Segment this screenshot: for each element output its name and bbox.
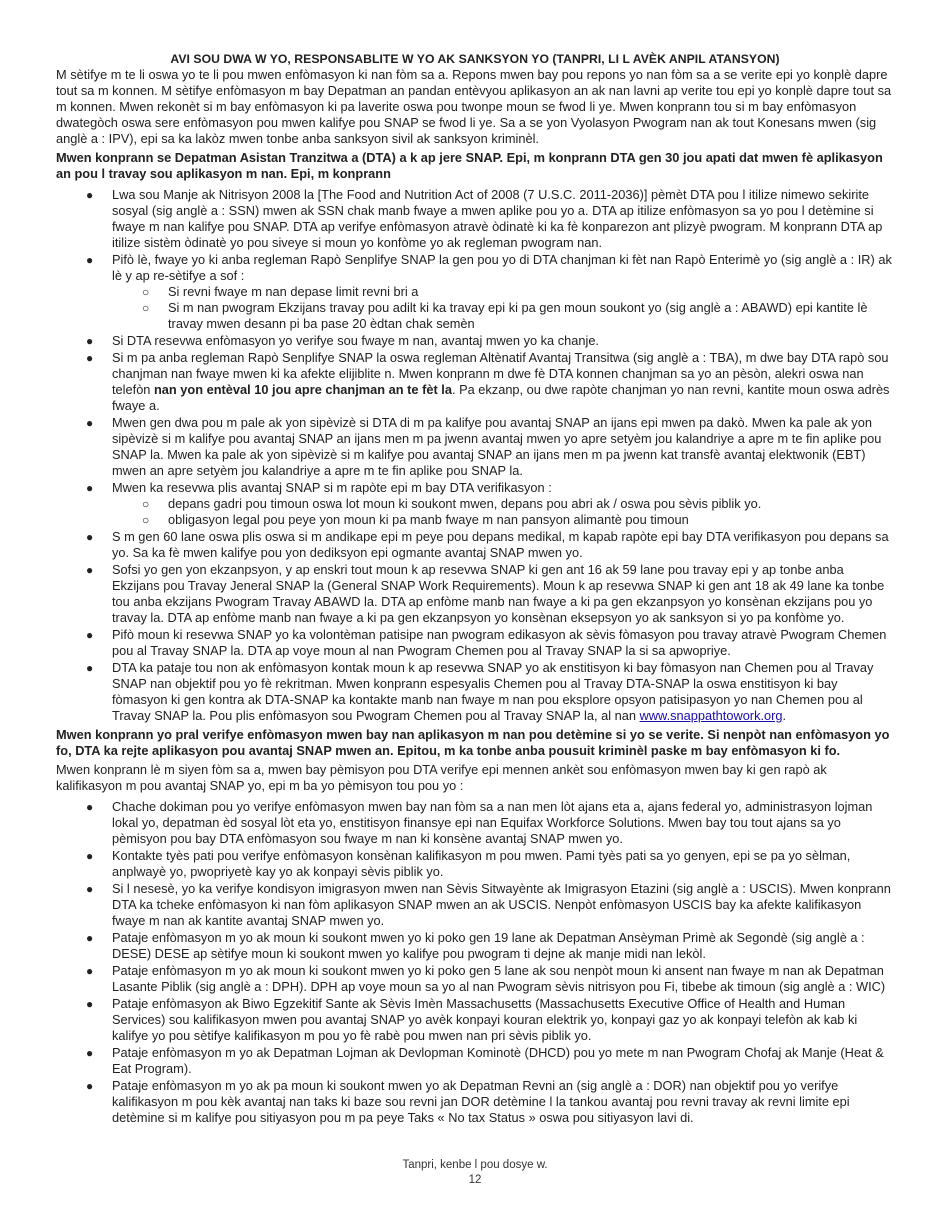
bullet-icon: ● bbox=[86, 351, 94, 365]
list-item: ● Sofsi yo gen yon ekzanpsyon, y ap enskri tout moun k ap resevwa SNAP ki gen ant 16 ak 59 lane pou travay epi y ap tonbe anba Ekzijans pou Travay Jeneral SNAP la (General SNAP Work Requirements). Moun k ap resevwa SNAP ki gen ant 18 ak 49 lane ka tonbe tou anba ekzijans Pwogram Travay ABAWD la. DTA ap enfòme manb nan fwaye a ki pa gen ekzanpsyon yo konsènan ekzijans pou yo travay la. DTA ap enfòme manb nan fwaye a ki pa gen ekzanpsyon yo konsènan eksepsyon yo ak sanksyon si yo pa konfòme yo. bbox=[86, 562, 885, 625]
bullet-icon: ● bbox=[86, 334, 94, 348]
list-item: ● Pataje enfòmasyon ak Biwo Egzekitif Sante ak Sèvis Imèn Massachusetts (Massachusetts Executive Office of Health and Human Services) sou kalifikasyon mwen pou avantaj SNAP yo avèk konpayi kouran elektrik yo, konpayi gaz yo ak konpayi telefòn ak kab ki kalifye yo pou sètifye kalifikasyon m pou yo fè rabè pou mwen nan pri sèvis piblik yo. bbox=[86, 996, 858, 1043]
bullet-icon: ● bbox=[86, 188, 94, 202]
section2-list bbox=[56, 799, 894, 1126]
sublist-item: ○ obligasyon legal pou peye yon moun ki pa manb fwaye m nan pansyon alimantè pou timoun bbox=[142, 512, 689, 527]
section1-list bbox=[56, 187, 894, 724]
list-item: ● Kontakte tyès pati pou verifye enfòmasyon konsènan kalifikasyon m pou mwen. Pami tyès pati sa yo genyen, epi se pa yo sèlman, anplwayè yo, pwopriyetè kay yo ak konpayi sèvis piblik yo. bbox=[86, 848, 851, 879]
sublist-item: ○ Si revni fwaye m nan depase limit revni bri a bbox=[142, 284, 419, 299]
list-item: ● Si m pa anba regleman Rapò Senplifye SNAP la oswa regleman Altènatif Avantaj Transitwa (sig anglè a : TBA), m dwe bay DTA rapò sou chanjman nan fwaye mwen ki ka afekte elijiblite n. Mwen konprann m dwe fè DTA konnen chanjman sa yo an pèsòn, alekri oswa nan telefòn nan yon entèval 10 jou apre chanjman an te fèt la. Pa ekzanp, ou dwe rapòte chanjman yo nan revni, kantite moun oswa adrès fwaye a. bbox=[86, 350, 890, 413]
list-item: ● Si DTA resevwa enfòmasyon yo verifye sou fwaye m nan, avantaj mwen yo ka chanje. bbox=[86, 333, 599, 348]
section1-lead: Mwen konprann se Depatman Asistan Tranzitwa a (DTA) a k ap jere SNAP. Epi, m konprann DTA gen 30 jou apati dat mwen fè aplikasyon an pou l travay sou aplikasyon m nan. Epi, m konprann bbox=[56, 150, 883, 181]
list-item: ● S m gen 60 lane oswa plis oswa si m andikape epi m peye pou depans medikal, m kapab rapòte epi bay DTA verifikasyon pou depans sa yo. Sa ka fè mwen kalifye pou yon dediksyon epi ogmante avantaj SNAP mwen yo. bbox=[86, 529, 889, 560]
list-item: ● Si l nesesè, yo ka verifye kondisyon imigrasyon mwen nan Sèvis Sitwayènte ak Imigrasyon Etazini (sig anglè a : USCIS). Mwen konprann DTA ka tcheke enfòmasyon ki nan fòm aplikasyon SNAP mwen an ak USCIS. Nenpòt enfòmasyon USCIS bay ka afekte kalifikasyon fwaye m nan ak kantite avantaj SNAP mwen yo. bbox=[86, 881, 891, 928]
section2-lead: Mwen konprann yo pral verifye enfòmasyon mwen bay nan aplikasyon m nan pou detèmine si yo se verite. Si nenpòt nan enfòmasyon yo fo, DTA ka rejte aplikasyon pou avantaj SNAP mwen an. Epitou, m ka tonbe anba pousuit kriminèl paske m bay enfòmasyon ki fo. bbox=[56, 727, 890, 758]
circle-bullet-icon: ○ bbox=[142, 497, 150, 511]
list-item: ● Pifò lè, fwaye yo ki anba regleman Rapò Senplifye SNAP la gen pou yo di DTA chanjman ki fèt nan Rapò Enterimè yo (sig anglè a : IR) ak lè y ap re-sètifye a sof : ○ Si revni fwaye m nan depase limit revni bri a ○ Si m nan pwogram Ekzijans travay pou adilt ki ka travay epi ki pa gen moun soukont yo (sig anglè a : ABAWD) epi kantite lè travay mwen desann pi ba pase 20 èdtan chak semèn bbox=[56, 252, 894, 332]
list-item: ● Pataje enfòmasyon m yo ak Depatman Lojman ak Devlopman Kominotè (DHCD) pou yo mete m nan Pwogram Chofaj ak Manje (Heat & Eat Program). bbox=[86, 1045, 884, 1076]
intro-paragraph: M sètifye m te li oswa yo te li pou mwen enfòmasyon ki nan fòm sa a. Repons mwen bay pou repons yo nan fòm sa a se verite epi yo konplè dapre tout sa m konnen. M sètifye enfòmasyon m bay Depatman an pandan entèvyou aplikasyon an ak nan lavni ap verite tou epi yo konplè dapre tout sa m konnen. Mwen rekonèt si m bay enfòmasyon ki pa laverite oswa pou twonpe moun se fwod li ye. Mwen konprann tou si m bay enfòmasyon dwategòch oswa sere enfòmasyon pou mwen kalifye pou SNAP se fwod li ye. Sa a se yon Vyolasyon Pwogram nan ak tout Konesans mwen (sig anglè a : IPV), epi sa ka lakòz mwen tonbe anba sanksyon sivil ak sanksyon kriminèl. bbox=[56, 67, 892, 146]
bullet-icon: ● bbox=[86, 997, 94, 1011]
bullet-icon: ● bbox=[86, 931, 94, 945]
bullet-icon: ● bbox=[86, 530, 94, 544]
bullet-icon: ● bbox=[86, 563, 94, 577]
bullet-icon: ● bbox=[86, 964, 94, 978]
list-item: ● Mwen ka resevwa plis avantaj SNAP si m rapòte epi m bay DTA verifikasyon : ○ depans gadri pou timoun oswa lot moun ki soukont mwen, depans pou abri ak / oswa pou sèvis piblik yo. ○ obligasyon legal pou peye yon moun ki pa manb fwaye m nan pansyon alimantè pou timoun bbox=[56, 480, 894, 528]
page-title: AVI SOU DWA W YO, RESPONSABLITE W YO AK SANKSYON YO (TANPRI, LI L AVÈK ANPIL ATANSYON) bbox=[170, 52, 780, 66]
list-item: ● Lwa sou Manje ak Nitrisyon 2008 la [The Food and Nutrition Act of 2008 (7 U.S.C. 2011-2036)] pèmèt DTA pou l itilize nimewo sekirite sosyal (sig anglè a : SSN) mwen ak SSN chak manb fwaye a mwen aplike pou yo a. DTA ap itilize enfòmasyon sa yo pou l detèmine si fwaye m nan kalifye pou SNAP. DTA ap verifye enfòmasyon atravè òdinatè ki ka fè konparezon ant plizyè pwogram. M konprann DTA ap itilize sistèm òdinatè yo pou siveye si moun yo konfòme yo ak regleman pwogram nan. bbox=[86, 187, 883, 250]
bullet-icon: ● bbox=[86, 661, 94, 675]
circle-bullet-icon: ○ bbox=[142, 301, 150, 315]
sublist-item: ○ Si m nan pwogram Ekzijans travay pou adilt ki ka travay epi ki pa gen moun soukont yo (sig anglè a : ABAWD) epi kantite lè travay mwen desann pi ba pase 20 èdtan chak semèn bbox=[142, 300, 868, 331]
page-footer bbox=[0, 1158, 950, 1188]
bullet-icon: ● bbox=[86, 253, 94, 267]
list-item: ● DTA ka pataje tou non ak enfòmasyon kontak moun k ap resevwa SNAP yo ak enstitisyon ki bay fòmasyon nan Chemen pou al Travay SNAP nan objektif pou yo fè rekritman. Mwen konprann espesyalis Chemen pou al Travay DTA-SNAP la oswa enstitisyon ki bay fòmasyon ki gen kontra ak DTA-SNAP ka kontakte manb nan fwaye m nan pou eksplore opsyon patisipasyon yo nan Chemen pou al Travay SNAP la. Pou plis enfòmasyon sou Pwogram Chemen pou al Travay SNAP la, al nan www.snappathtowork.org. bbox=[86, 660, 874, 723]
sublist-item: ○ depans gadri pou timoun oswa lot moun ki soukont mwen, depans pou abri ak / oswa pou sèvis piblik yo. bbox=[142, 496, 762, 511]
sublist bbox=[112, 496, 894, 528]
list-item: ● Chache dokiman pou yo verifye enfòmasyon mwen bay nan fòm sa a nan men lòt ajans eta a, ajans federal yo, administrasyon lojman lokal yo, depatman èd sosyal lòt eta yo, enstitisyon finansye epi nan Equifax Workforce Solutions. Mwen bay tou tout ajans sa yo pèmisyon pou bay DTA enfòmasyon sou fwaye m nan ki konsène avantaj SNAP mwen yo. bbox=[86, 799, 873, 846]
bullet-icon: ● bbox=[86, 1079, 94, 1093]
list-item: ● Pifò moun ki resevwa SNAP yo ka volontèman patisipe nan pwogram edikasyon ak sèvis fòmasyon pou travay atravè Pwogram Chemen pou al Travay SNAP la. DTA ap voye moun al nan Pwogram Chemen pou al Travay SNAP la si sa apwopriye. bbox=[86, 627, 887, 658]
footer-note: Tanpri, kenbe l pou dosye w. bbox=[402, 1159, 548, 1171]
bullet-icon: ● bbox=[86, 800, 94, 814]
bullet-icon: ● bbox=[86, 849, 94, 863]
emphasis-text: nan yon entèval 10 jou apre chanjman an te fèt la bbox=[153, 382, 452, 397]
bullet-icon: ● bbox=[86, 882, 94, 896]
list-item: ● Pataje enfòmasyon m yo ak moun ki soukont mwen yo ki poko gen 19 lane ak Depatman Ansèyman Primè ak Segondè (sig anglè a : DESE) DESE ap sètifye moun ki soukont mwen yo kalifye pou pwogram ti dejne ak manje midi nan lekòl. bbox=[86, 930, 865, 961]
bullet-icon: ● bbox=[86, 628, 94, 642]
sublist bbox=[112, 284, 894, 332]
circle-bullet-icon: ○ bbox=[142, 513, 150, 527]
list-item: ● Pataje enfòmasyon m yo ak pa moun ki soukont mwen yo ak Depatman Revni an (sig anglè a : DOR) nan objektif pou yo verifye kalifikasyon m pou kèk avantaj nan taks ki baze sou revni jan DOR detèmine l la tankou avantaj pou revni travay ak revni limite epi detèmine si m kalifye pou sitiyasyon pou m pa peye Taks « No tax Status » oswa pou sitiyasyon lavi di. bbox=[86, 1078, 850, 1125]
bullet-icon: ● bbox=[86, 416, 94, 430]
circle-bullet-icon: ○ bbox=[142, 285, 150, 299]
list-item: ● Mwen gen dwa pou m pale ak yon sipèvizè si DTA di m pa kalifye pou avantaj SNAP an ijans epi mwen pa dakò. Mwen ka pale ak yon sipèvizè si m kalifye pou avantaj SNAP an ijans men m pa jwenn avantaj mwen yo apre setyèm jou kalandriye a apre m te fin aplike pou SNAP la. Mwen ka pale ak yon sipèvizè si m kalifye pou avantaj SNAP an ijans men m pa jwenn kat transfè avantaj elektwonik (EBT) mwen an apre setyèm jou kalandriye a apre m te fin aplike pou SNAP la. bbox=[86, 415, 882, 478]
snap-path-to-work-link[interactable]: www.snappathtowork.org bbox=[639, 708, 783, 723]
page-number: 12 bbox=[468, 1174, 482, 1186]
bullet-icon: ● bbox=[86, 1046, 94, 1060]
list-item: ● Pataje enfòmasyon m yo ak moun ki soukont mwen yo ki poko gen 5 lane ak sou nenpòt moun ki ansent nan fwaye m nan ak Depatman Lasante Piblik (sig anglè a : DPH). DPH ap voye moun sa yo al nan Pwogram sèvis nitrisyon pou Fi, tibebe ak timoun (sig anglè a : WIC) bbox=[86, 963, 886, 994]
section2-paragraph: Mwen konprann lè m siyen fòm sa a, mwen bay pèmisyon pou DTA verifye epi mennen ankèt sou enfòmasyon mwen bay ki gen rapò ak kalifikasyon m pou avantaj SNAP yo, epi m ba yo pèmisyon tou pou yo : bbox=[56, 762, 827, 793]
bullet-icon: ● bbox=[86, 481, 94, 495]
